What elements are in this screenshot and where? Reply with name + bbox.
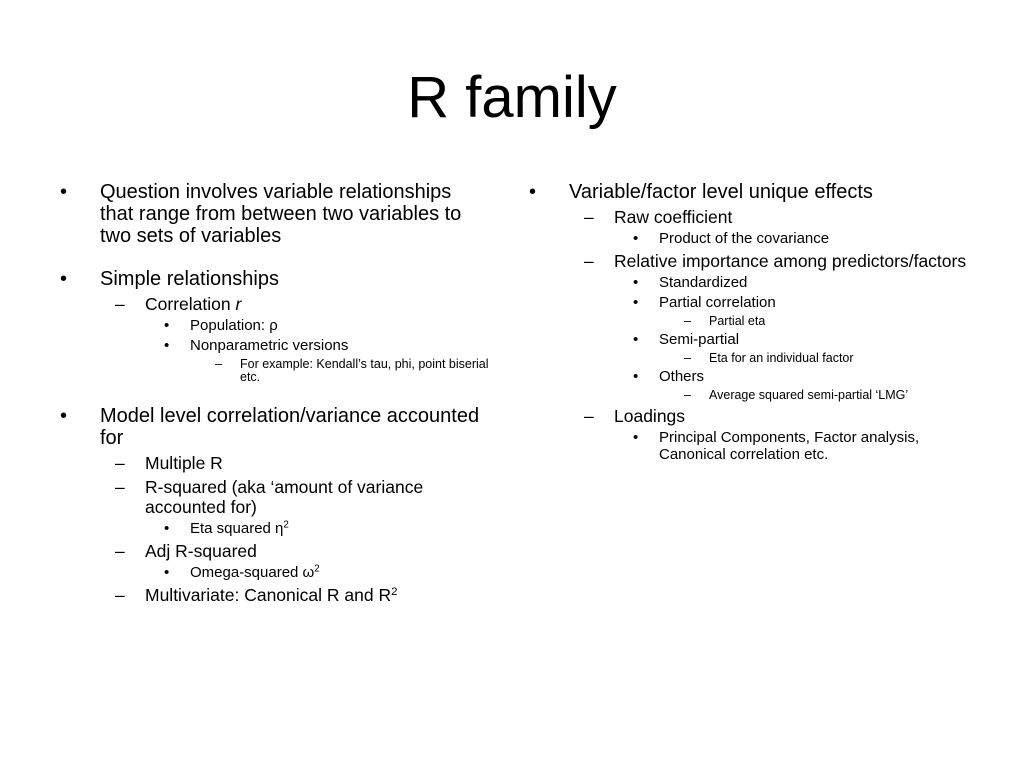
- list-item-text: [145, 585, 490, 605]
- list-item-text: [190, 564, 490, 581]
- dash-marker: –: [115, 585, 125, 605]
- list-item: [58, 337, 490, 354]
- list-item-text: Question involves variable relationships that range from between two variables to two sets of variables: [100, 181, 462, 247]
- list-item-text: [145, 294, 490, 314]
- list-item: [527, 368, 967, 385]
- list-item-text: Model level correlation/variance accounted for: [100, 405, 480, 449]
- multivariate-label: Multivariate: Canonical R and R: [145, 585, 392, 605]
- dash-marker: –: [115, 477, 125, 497]
- list-item: [58, 181, 490, 247]
- bullet-marker: •: [633, 429, 639, 446]
- dash-marker: –: [584, 406, 594, 426]
- dash-marker: –: [215, 357, 222, 371]
- superscript-two: 2: [314, 563, 320, 575]
- list-item: [527, 294, 967, 311]
- right-column-list: [527, 181, 967, 463]
- list-item-text: Product of the covariance: [659, 230, 830, 247]
- list-item: [58, 453, 490, 473]
- list-item-text: Principal Components, Factor analysis, Canonical correlation etc.: [659, 429, 920, 463]
- superscript-two: 2: [391, 585, 398, 598]
- list-item-text: R-squared (aka ‘amount of variance accounted for): [145, 477, 424, 517]
- bullet-marker: •: [60, 181, 68, 203]
- bullet-marker: •: [633, 331, 639, 348]
- list-item: [58, 541, 490, 561]
- bullet-marker: •: [164, 317, 170, 334]
- list-item: [58, 317, 490, 334]
- list-item: [58, 294, 490, 314]
- dash-marker: –: [115, 453, 125, 473]
- list-item: [527, 429, 967, 463]
- dash-marker: –: [115, 541, 125, 561]
- list-item-text: Partial correlation: [659, 294, 776, 311]
- list-item: [58, 585, 490, 605]
- list-item: [527, 352, 967, 365]
- slide-title: R family: [407, 65, 617, 130]
- list-item: [527, 389, 967, 402]
- superscript-two: 2: [283, 519, 289, 531]
- list-item: [58, 358, 490, 384]
- bullet-marker: •: [164, 520, 170, 537]
- list-item-text: Multiple R: [145, 453, 223, 473]
- bullet-marker: •: [164, 564, 170, 581]
- correlation-symbol: r: [235, 294, 242, 314]
- list-item-text: Nonparametric versions: [190, 337, 349, 354]
- list-item: [58, 520, 490, 537]
- left-column-list: [58, 181, 490, 605]
- list-item: [527, 331, 967, 348]
- list-item: [58, 564, 490, 581]
- list-item-text: Relative importance among predictors/factors: [614, 251, 967, 271]
- list-item-text: Loadings: [614, 406, 686, 426]
- list-item-text: Simple relationships: [100, 268, 279, 290]
- dash-marker: –: [115, 294, 125, 314]
- list-item: [527, 406, 967, 426]
- list-item: [58, 268, 490, 290]
- list-item: [527, 274, 967, 291]
- bullet-marker: •: [633, 368, 639, 385]
- bullet-marker: •: [60, 405, 68, 427]
- list-item-text: Adj R-squared: [145, 541, 257, 561]
- dash-marker: –: [684, 388, 691, 402]
- bullet-marker: •: [633, 274, 639, 291]
- bullet-marker: •: [633, 230, 639, 247]
- list-item-text: Semi-partial: [659, 331, 740, 348]
- dash-marker: –: [584, 251, 594, 271]
- list-item-text: For example: Kendall’s tau, phi, point biserial etc.: [240, 357, 489, 384]
- bullet-marker: •: [164, 337, 170, 354]
- bullet-marker: •: [633, 294, 639, 311]
- list-item: [527, 230, 967, 247]
- bullet-marker: •: [529, 181, 537, 203]
- list-item: [527, 315, 967, 328]
- list-item-text: Others: [659, 368, 705, 385]
- dash-marker: –: [684, 314, 691, 328]
- omega-squared-label: Omega-squared ω: [190, 564, 315, 581]
- list-item-text: Eta for an individual factor: [709, 351, 854, 365]
- list-item-text: Variable/factor level unique effects: [569, 181, 873, 203]
- list-item: [527, 207, 967, 227]
- list-item-text: Standardized: [659, 274, 748, 291]
- dash-marker: –: [684, 351, 691, 365]
- list-item-text: Population: ρ: [190, 317, 278, 334]
- dash-marker: –: [584, 207, 594, 227]
- list-item-text: Average squared semi-partial ‘LMG’: [709, 388, 909, 402]
- eta-squared-label: Eta squared η: [190, 520, 284, 537]
- list-item-text: Partial eta: [709, 314, 766, 328]
- bullet-marker: •: [60, 268, 68, 290]
- list-item: [527, 251, 967, 271]
- list-item: [58, 405, 490, 449]
- list-item-text: [190, 520, 490, 537]
- list-item: [58, 477, 490, 517]
- list-item-text: Raw coefficient: [614, 207, 733, 227]
- list-item: [527, 181, 967, 203]
- correlation-label: Correlation: [145, 294, 236, 314]
